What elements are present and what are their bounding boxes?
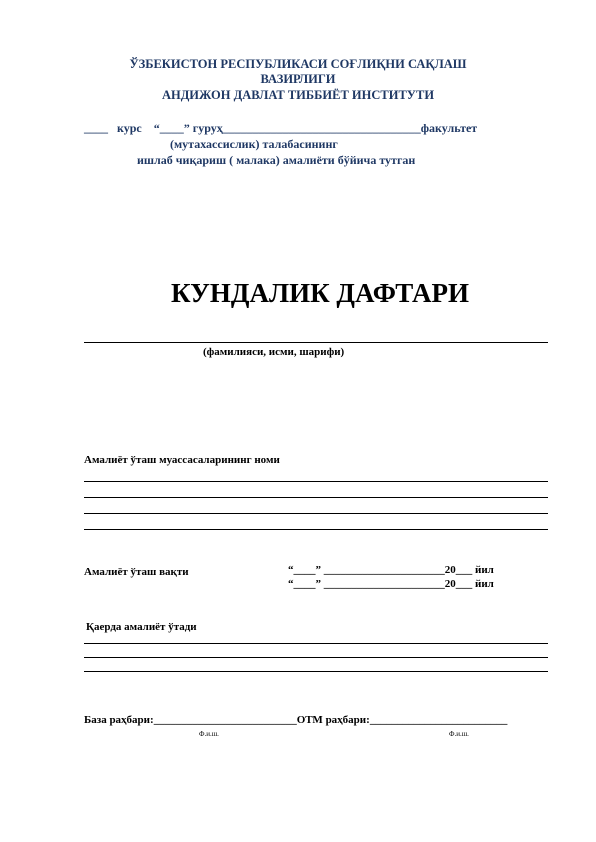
course-group-line	[84, 121, 477, 136]
ministry-line-2: ВАЗИРЛИГИ	[260, 72, 336, 86]
otm-supervisor-blank: _________________________	[369, 714, 508, 726]
institute-name: АНДИЖОН ДАВЛАТ ТИББИЁТ ИНСТИТУТИ	[161, 88, 435, 102]
name-line	[84, 342, 548, 343]
where-label: Қаерда амалиёт ўтади	[86, 621, 197, 633]
specialty-line: (мутахассислик) талабасининг	[170, 137, 338, 151]
institutions-label: Амалиёт ўташ муассасаларининг номи	[84, 454, 280, 466]
page-title: КУНДАЛИК ДАФТАРИ	[171, 278, 469, 308]
where-line-1	[84, 643, 548, 644]
institutions-line-4	[84, 529, 548, 530]
name-caption: (фамилияси, исми, шарифи)	[203, 346, 345, 358]
base-supervisor-blank: __________________________	[153, 714, 297, 726]
course-label: курс	[117, 121, 142, 135]
institutions-line-2	[84, 497, 548, 498]
period-label: Амалиёт ўташ вақти	[84, 566, 189, 578]
course-blank: ____	[84, 121, 108, 135]
institutions-line-3	[84, 513, 548, 514]
base-supervisor-label: База раҳбари:	[84, 714, 154, 726]
ministry-line: ЎЗБЕКИСТОН РЕСПУБЛИКАСИ СОҒЛИҚНИ САҚЛАШ	[129, 57, 467, 71]
otm-supervisor-caption: Ф.и.ш.	[449, 730, 469, 738]
period-to: “____” ______________________20___ йил	[288, 578, 494, 590]
otm-supervisor-label: ОТМ раҳбари:	[296, 714, 370, 726]
base-supervisor-caption: Ф.и.ш.	[199, 730, 219, 738]
period-from: “____” ______________________20___ йил	[288, 564, 494, 576]
where-line-2	[84, 657, 548, 658]
practice-line: ишлаб чиқариш ( малака) амалиёти бўйича тутган	[137, 153, 416, 167]
where-line-3	[84, 671, 548, 672]
institutions-line-1	[84, 481, 548, 482]
group-faculty-text: “____” гуруҳ_________________________________факультет	[153, 121, 478, 135]
signature-row	[84, 714, 507, 726]
